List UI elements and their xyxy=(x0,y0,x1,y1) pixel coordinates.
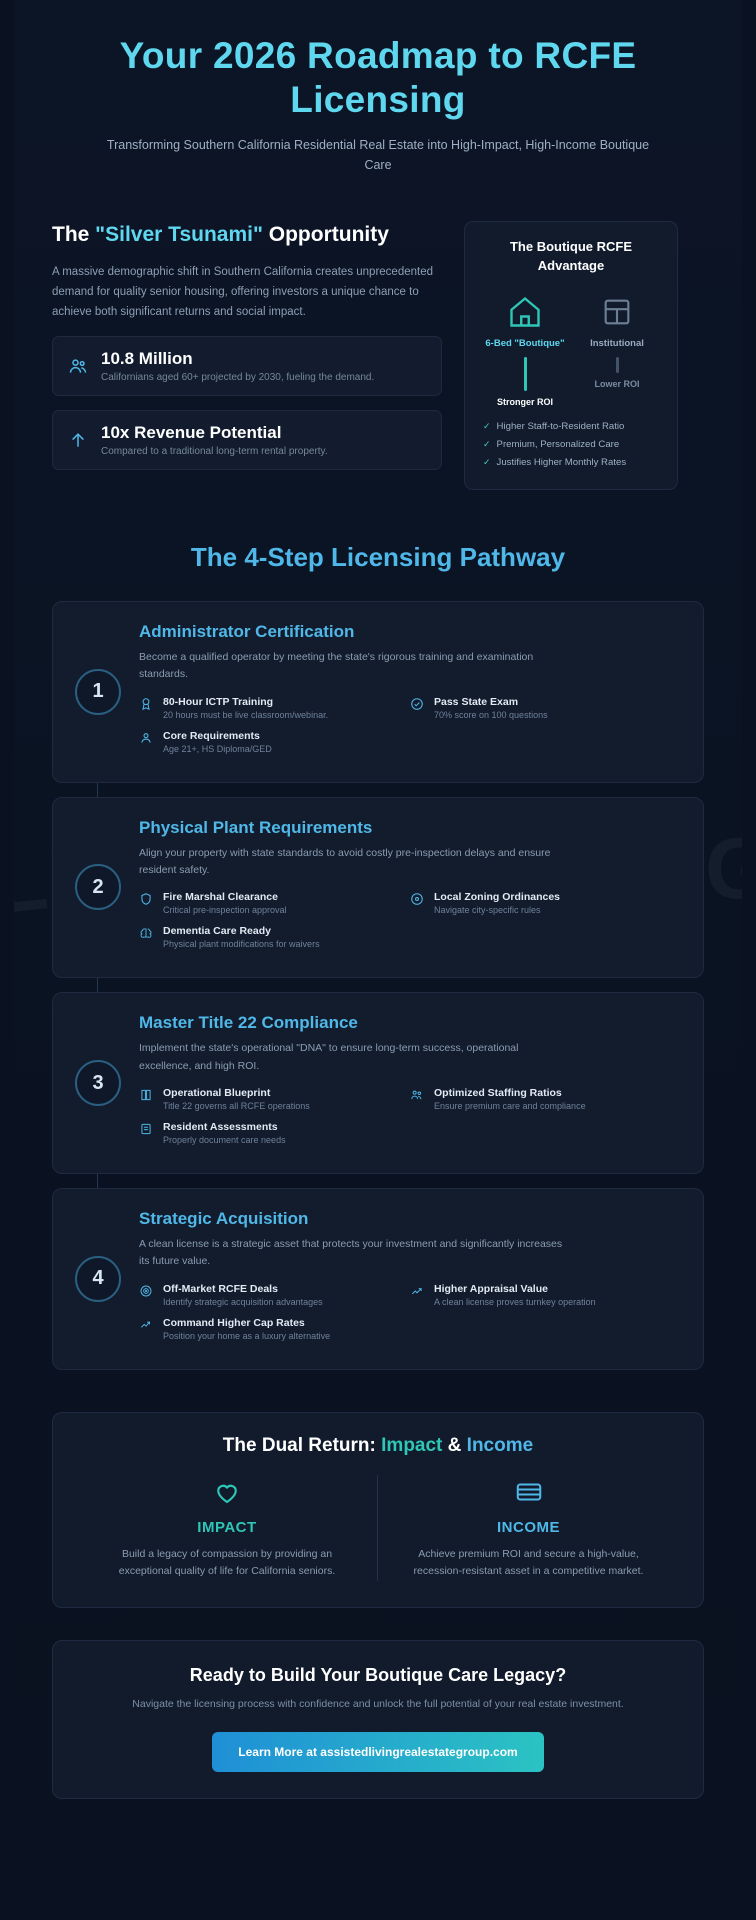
dual-heading-pre: The Dual Return: xyxy=(222,1434,382,1456)
money-icon xyxy=(400,1475,657,1509)
dual-return-heading xyxy=(77,1435,679,1457)
item-title: Core Requirements xyxy=(163,729,260,742)
advantage-benefits-list xyxy=(479,421,663,468)
opportunity-heading xyxy=(52,221,442,249)
boutique-advantage-card xyxy=(464,221,678,490)
map-pin-icon xyxy=(410,892,426,915)
item-caption: Age 21+, HS Diploma/GED xyxy=(163,743,272,754)
dual-column-impact xyxy=(77,1475,378,1582)
user-icon xyxy=(139,731,155,754)
step-card-1 xyxy=(52,601,704,783)
item-caption: Ensure premium care and compliance xyxy=(434,1100,586,1111)
book-icon xyxy=(139,1088,155,1111)
opportunity-description: A massive demographic shift in Southern California creates unprecedented demand for quality senior housing, offering investors a unique chance to achieve both significant returns and social impact. xyxy=(52,265,433,318)
list-item xyxy=(139,925,410,949)
step-connector xyxy=(97,978,98,992)
page-title: Your 2026 Roadmap to RCFE Licensing xyxy=(119,35,637,120)
clipboard-icon xyxy=(139,1122,155,1145)
item-title: Dementia Care Ready xyxy=(163,925,271,938)
stat-caption: Californians aged 60+ projected by 2030, fueling the demand. xyxy=(101,372,375,384)
item-caption: Position your home as a luxury alternative xyxy=(163,1330,331,1341)
chart-up-icon xyxy=(139,1318,155,1341)
list-item xyxy=(410,1283,681,1307)
list-item xyxy=(483,439,663,450)
step-number: 3 xyxy=(75,1060,121,1106)
home-icon xyxy=(479,292,571,332)
item-title: Local Zoning Ordinances xyxy=(434,891,561,904)
item-caption: Properly document care needs xyxy=(163,1134,286,1145)
appraisal-icon xyxy=(410,1284,426,1307)
step-title: Administrator Certification xyxy=(139,622,355,641)
step-items xyxy=(139,891,681,959)
step-description: Become a qualified operator by meeting the state's rigorous training and examination standards. xyxy=(139,651,534,681)
step-items xyxy=(139,696,681,764)
pathway-steps xyxy=(52,601,704,1370)
item-caption: Critical pre-inspection approval xyxy=(163,905,287,916)
opportunity-heading-highlight: "Silver Tsunami" xyxy=(95,223,263,247)
list-item xyxy=(139,696,410,720)
opportunity-left-column xyxy=(52,221,442,490)
item-title: Optimized Staffing Ratios xyxy=(434,1086,562,1099)
dual-return-section xyxy=(52,1412,704,1609)
item-caption: Title 22 governs all RCFE operations xyxy=(163,1100,310,1111)
item-title: Fire Marshal Clearance xyxy=(163,891,278,904)
dual-column-title: INCOME xyxy=(497,1518,560,1536)
item-title: Higher Appraisal Value xyxy=(434,1282,548,1295)
dual-heading-income: Income xyxy=(466,1434,534,1456)
benefit-label: Higher Staff-to-Resident Ratio xyxy=(496,421,625,432)
list-item xyxy=(139,891,410,915)
comparison-column-institutional xyxy=(571,292,663,389)
stat-card-population xyxy=(52,336,442,396)
list-item xyxy=(139,1283,410,1307)
check-icon: ✓ xyxy=(483,439,491,449)
step-card-2 xyxy=(52,797,704,979)
list-item xyxy=(139,1121,410,1145)
opportunity-heading-post: Opportunity xyxy=(262,223,389,247)
list-item xyxy=(410,891,681,915)
cta-text: Navigate the licensing process with confidence and unlock the full potential of your real estate investment. xyxy=(132,1698,624,1711)
list-item xyxy=(410,1087,681,1111)
step-description: A clean license is a strategic asset that protects your investment and significantly increases its future value. xyxy=(139,1237,563,1268)
item-caption: A clean license proves turnkey operation xyxy=(434,1296,596,1307)
step-card-4 xyxy=(52,1188,704,1370)
dual-column-title: IMPACT xyxy=(197,1518,257,1536)
item-caption: 20 hours must be live classroom/webinar. xyxy=(163,709,329,720)
pathway-title: The 4-Step Licensing Pathway xyxy=(190,542,566,572)
benefit-label: Premium, Personalized Care xyxy=(496,439,620,450)
step-items xyxy=(139,1087,681,1155)
item-title: Command Higher Cap Rates xyxy=(163,1316,305,1329)
step-title: Physical Plant Requirements xyxy=(139,817,373,837)
dual-return-columns xyxy=(77,1475,679,1582)
list-item xyxy=(483,421,663,432)
item-title: Off-Market RCFE Deals xyxy=(163,1282,278,1295)
benefit-label: Justifies Higher Monthly Rates xyxy=(496,457,627,468)
step-card-3 xyxy=(52,992,704,1174)
hero-section xyxy=(52,0,704,175)
heart-icon xyxy=(99,1475,355,1509)
comparison-roi: Stronger ROI xyxy=(496,397,553,407)
dual-column-text: Achieve premium ROI and secure a high-value, recession-resistant asset in a competitive market. xyxy=(413,1547,644,1578)
step-description: Align your property with state standards to avoid costly pre-inspection delays and ensure resident safety. xyxy=(139,846,551,876)
comparison-column-boutique xyxy=(479,292,571,407)
brain-icon xyxy=(139,926,155,949)
check-icon: ✓ xyxy=(483,421,491,431)
stat-card-revenue xyxy=(52,410,442,470)
step-connector xyxy=(97,783,98,797)
check-circle-icon xyxy=(410,697,426,720)
comparison-roi: Lower ROI xyxy=(594,379,640,389)
cta-button[interactable]: Learn More at assistedlivingrealestategroup.com xyxy=(212,1732,543,1772)
list-item xyxy=(483,457,663,468)
list-item xyxy=(139,730,410,754)
advantage-title: The Boutique RCFE Advantage xyxy=(509,239,633,274)
list-item xyxy=(410,696,681,720)
people-icon xyxy=(67,356,89,376)
item-title: Operational Blueprint xyxy=(163,1086,271,1099)
dual-column-text: Build a legacy of compassion by providing an exceptional quality of life for California seniors. xyxy=(118,1547,336,1578)
step-number: 4 xyxy=(75,1256,121,1302)
stat-caption: Compared to a traditional long-term rental property. xyxy=(101,446,328,458)
check-icon: ✓ xyxy=(483,457,491,467)
item-caption: Physical plant modifications for waivers xyxy=(163,939,320,950)
comparison-label: 6-Bed "Boutique" xyxy=(485,338,565,349)
dual-heading-amp: & xyxy=(442,1434,467,1456)
step-connector xyxy=(97,1174,98,1188)
watermark-right xyxy=(705,820,742,919)
page-subtitle: Transforming Southern California Residential Real Estate into High-Impact, High-Income Boutique Care xyxy=(106,138,650,173)
dual-column-income xyxy=(378,1475,679,1582)
infographic-canvas xyxy=(14,0,742,1920)
comparison-label: Institutional xyxy=(590,338,644,349)
dual-heading-impact: Impact xyxy=(381,1434,443,1456)
stat-value: 10x Revenue Potential xyxy=(101,423,282,443)
step-description: Implement the state's operational "DNA" to ensure long-term success, operational excellence, and high ROI. xyxy=(139,1042,519,1072)
comparison-bar xyxy=(616,357,619,373)
certificate-icon xyxy=(139,697,155,720)
trend-up-arrow-icon xyxy=(67,430,89,450)
list-item xyxy=(139,1087,410,1111)
item-title: Pass State Exam xyxy=(434,695,519,708)
step-title: Master Title 22 Compliance xyxy=(139,1013,358,1033)
opportunity-section xyxy=(52,221,704,490)
item-title: Resident Assessments xyxy=(163,1120,278,1133)
step-title: Strategic Acquisition xyxy=(139,1208,309,1228)
advantage-comparison xyxy=(479,292,663,407)
staff-icon xyxy=(410,1088,426,1111)
shield-icon xyxy=(139,892,155,915)
item-title: 80-Hour ICTP Training xyxy=(163,695,274,708)
stat-value: 10.8 Million xyxy=(101,349,193,369)
item-caption: Navigate city-specific rules xyxy=(434,905,541,916)
step-items xyxy=(139,1283,681,1351)
cta-section xyxy=(52,1640,704,1798)
list-item xyxy=(139,1317,410,1341)
building-icon xyxy=(571,292,663,332)
step-number: 2 xyxy=(75,864,121,910)
target-icon xyxy=(139,1284,155,1307)
step-number: 1 xyxy=(75,669,121,715)
opportunity-heading-pre: The xyxy=(52,223,96,247)
comparison-bar xyxy=(524,357,527,391)
item-caption: 70% score on 100 questions xyxy=(434,709,548,720)
item-caption: Identify strategic acquisition advantages xyxy=(163,1296,323,1307)
cta-title: Ready to Build Your Boutique Care Legacy? xyxy=(189,1665,567,1686)
